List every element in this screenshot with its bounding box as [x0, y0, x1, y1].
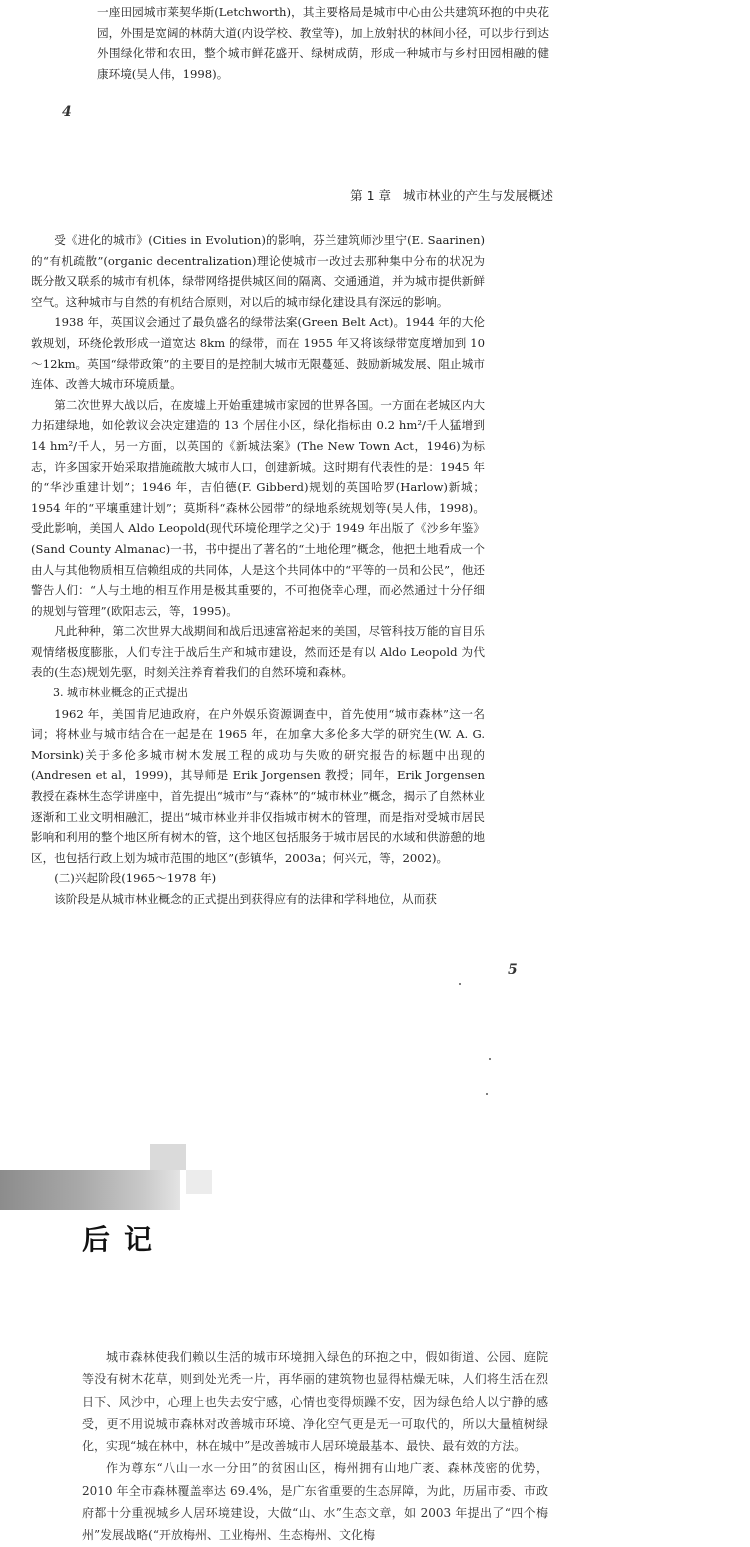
- heading-decoration-block: [150, 1144, 186, 1170]
- scan-speck: [486, 1093, 488, 1095]
- page-number-5: 5: [508, 962, 518, 978]
- body-paragraph: 第二次世界大战以后，在废墟上开始重建城市家园的世界各国。一方面在老城区内大力拓建绿地，如伦敦议会决定建造的 13 个居住小区，绿化指标由 0.2 hm²/千人猛增到 14 hm²/千人，另一方面，以英国的《新城法案》(The New Town Act，1946)为标志，许多国家开始采取措施疏散大城市人口，创建新城。这时期有代表性的是：1945 年的“华沙重建计划”；1946 年，吉伯德(F. Gibberd)规划的英国哈罗(Harlow)新城；1954 年的“平壤重建计划”；莫斯科“森林公园带”的绿地系统规划等(吴人伟，1998)。受此影响，美国人 Aldo Leopold(现代环境伦理学之父)于 1949 年出版了《沙乡年鉴》(Sand County Almanac)一书，书中提出了著名的“土地伦理”概念，他把土地看成一个由人与其他物质相互信赖组成的共同体，人是这个共同体中的“平等的一员和公民”，他还警告人们：“人与土地的相互作用是极其重要的，不可抱侥幸心理，而必然通过十分仔细的规划与管理”(欧阳志云，等，1995)。: [31, 397, 485, 618]
- afterword-paragraph: 城市森林使我们赖以生活的城市环境拥入绿色的环抱之中，假如街道、公园、庭院等没有树木花草，则到处光秃一片，再华丽的建筑物也显得枯燥无味，人们将生活在烈日下、风沙中，心理上也失去安宁感，心情也变得烦躁不安，因为绿色给人以宁静的感受，更不用说城市森林对改善城市环境、净化空气更是无一可取代的，所以大量植树绿化，实现“城在林中，林在城中”是改善城市人居环境最基本、最快、最有效的方法。: [82, 1350, 548, 1454]
- body-paragraph: 该阶段是从城市林业概念的正式提出到获得应有的法律和学科地位，从而获: [54, 892, 437, 906]
- heading-decoration-band: [0, 1170, 180, 1210]
- body-paragraph: 1938 年，英国议会通过了最负盛名的绿带法案(Green Belt Act)。1944 年的大伦敦规划，环绕伦敦形成一道宽达 8km 的绿带，而在 1955 年又将该绿带宽度增加到 10～12km。英国“绿带政策”的主要目的是控制大城市无限蔓延、鼓励新城发展、阻止城市连体、改善大城市环境质量。: [31, 315, 485, 392]
- section-heading-3: 3. 城市林业概念的正式提出: [53, 686, 188, 700]
- scan-speck: [489, 1058, 491, 1060]
- subsection-heading: (二)兴起阶段(1965～1978 年): [54, 871, 217, 886]
- afterword-body: [82, 1346, 548, 1547]
- body-paragraph: 受《进化的城市》(Cities in Evolution)的影响，芬兰建筑师沙里宁(E. Saarinen)的“有机疏散”(organic decentralization)理论使城市一改过去那种集中分布的状况为既分散又联系的城市有机体，绿带网络提供城区间的隔离、交通通道，并为城市提供新鲜空气。这种城市与自然的有机结合原则，对以后的城市绿化建设具有深远的影响。: [31, 233, 485, 309]
- afterword-paragraph: 作为尊东“八山一水一分田”的贫困山区，梅州拥有山地广袤、森林茂密的优势，2010 年全市森林覆盖率达 69.4%，是广东省重要的生态屏障，为此，历届市委、市政府都十分重视城乡人居环境建设，大做“山、水”生态文章，如 2003 年提出了“四个梅州”发展战略(“开放梅州、工业梅州、生态梅州、文化梅: [82, 1461, 548, 1543]
- heading-decoration-block: [186, 1170, 212, 1194]
- scan-speck: [459, 983, 461, 985]
- chapter-number: 第 1 章: [350, 188, 391, 203]
- top-paragraph: 一座田园城市莱契华斯(Letchworth)，其主要格局是城市中心由公共建筑环抱的中央花园，外围是宽阔的林荫大道(内设学校、教堂等)，加上放射状的林间小径，可以步行到达外围绿化带和农田，整个城市鲜花盛开、绿树成荫，形成一种城市与乡村田园相融的健康环境(吴人伟，1998)。: [97, 5, 549, 81]
- afterword-heading: 后记: [82, 1223, 167, 1256]
- page-number-4: 4: [62, 104, 72, 120]
- running-head: [350, 186, 553, 204]
- middle-page-body: [31, 230, 485, 910]
- top-section: [97, 2, 549, 84]
- chapter-title: 城市林业的产生与发展概述: [402, 188, 553, 203]
- body-paragraph: 凡此种种，第二次世界大战期间和战后迅速富裕起来的美国，尽管科技万能的盲目乐观情绪极度膨胀，人们专注于战后生产和城市建设，然而还是有以 Aldo Leopold 为代表的(生态)规划先驱，时刻关注养育着我们的自然环境和森林。: [31, 624, 485, 680]
- body-paragraph: 1962 年，美国肯尼迪政府，在户外娱乐资源调查中，首先使用“城市森林”这一名词；将林业与城市结合在一起是在 1965 年，在加拿大多伦多大学的研究生(W. A. G. Morsink)关于多伦多城市树木发展工程的成功与失败的研究报告的标题中出现的(Andresen et al，1999)，其导师是 Erik Jorgensen 教授；同年，Erik Jorgensen 教授在森林生态学讲座中，首先提出“城市”与“森林”的“城市林业”概念，揭示了自然林业逐渐和工业文明相融汇，提出“城市林业并非仅指城市树木的管理，而是指对受城市居民影响和利用的整个地区所有树木的管，这个地区包括服务于城市居民的水域和供游憩的地区，也包括行政上划为城市范围的地区”(彭镇华，2003a；何兴元，等，2002)。: [31, 706, 485, 865]
